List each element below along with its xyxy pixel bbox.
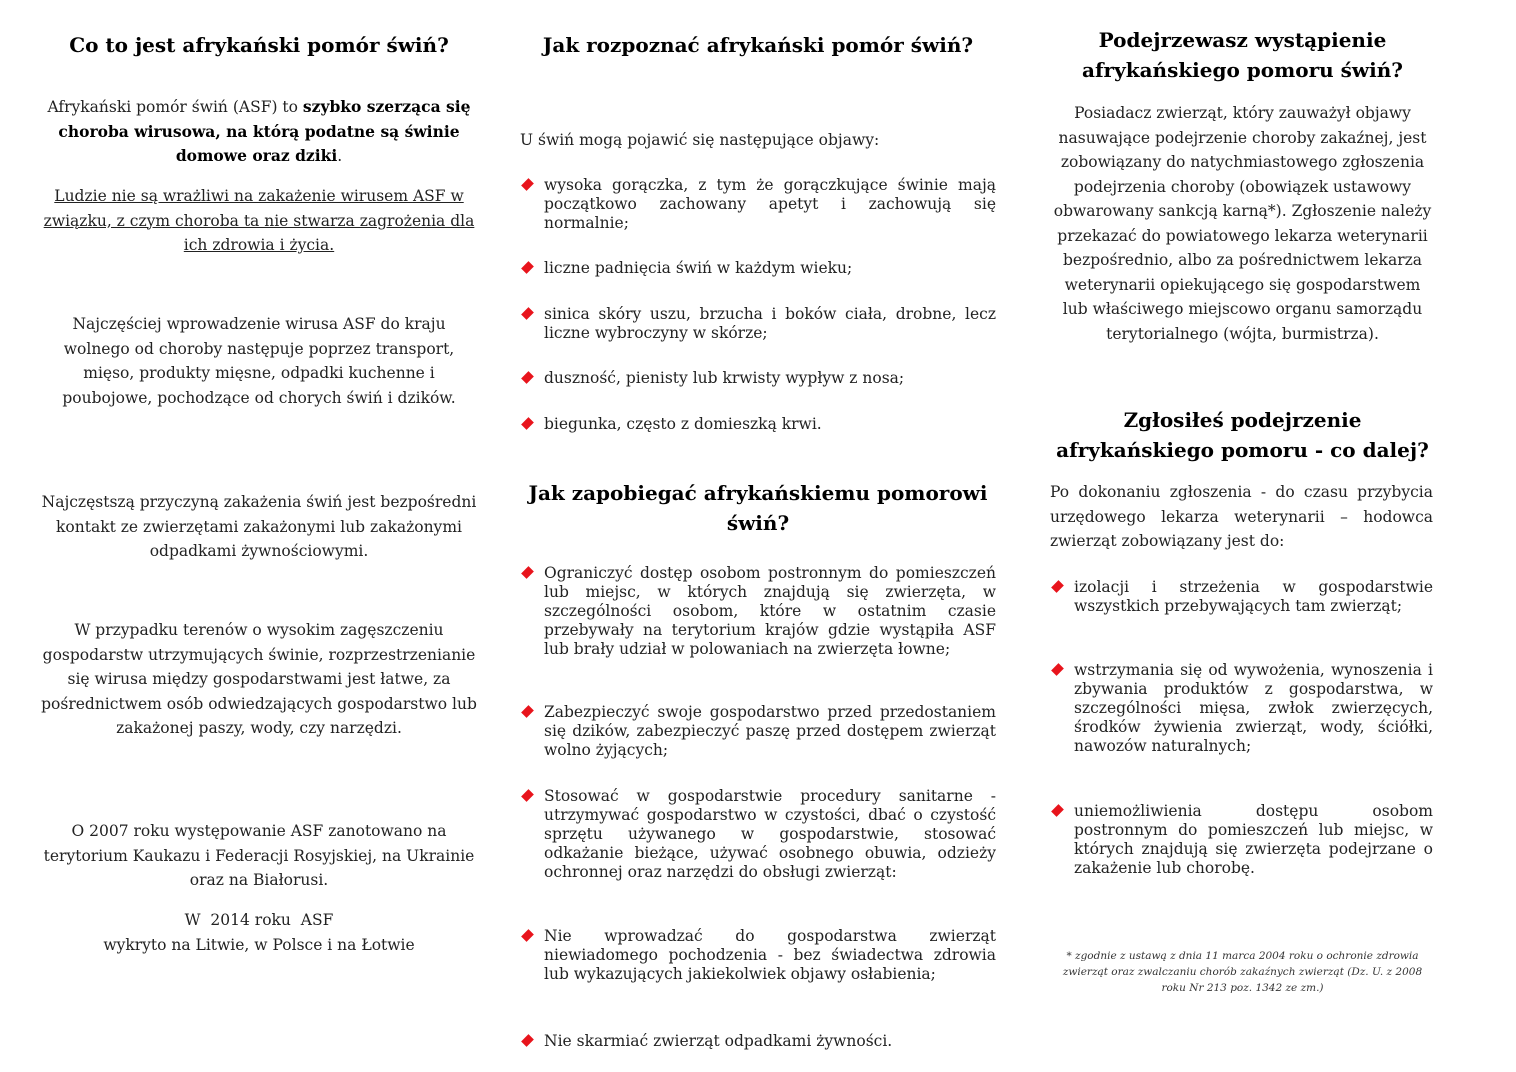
intro-end: . — [337, 147, 343, 165]
duty-item — [1050, 802, 1433, 878]
diamond-bullet-icon — [520, 789, 536, 805]
prevention-item — [520, 564, 996, 659]
diamond-bullet-icon — [520, 261, 536, 277]
intro-bold-text: szybko szerząca się choroba wirusowa, na którą podatne są świnie domowe oraz dziki — [58, 97, 471, 165]
duty-item — [1050, 661, 1433, 756]
paragraph-cause: Najczęstszą przyczyną zakażenia świń jest bezpośredni kontakt ze zwierzętami zakażonymi lub zakażonymi odpadkami żywnościowymi. — [41, 493, 477, 560]
duty-item — [1050, 578, 1433, 616]
history-2014-line2: wykryto na Litwie, w Polsce i na Łotwie — [103, 935, 415, 954]
heading-reported-what-next: Zgłosiłeś podejrzenie afrykańskiego pomoru - co dalej? — [1056, 408, 1429, 462]
symptom-item — [520, 176, 996, 233]
heading-how-to-recognize: Jak rozpoznać afrykański pomór świń? — [542, 33, 974, 57]
reporting-obligation-paragraph: Posiadacz zwierząt, który zauważył objawy nasuwające podejrzenie choroby zakaźnej, jest zobowiązany do natychmiastowego zgłoszenia podejrzenia choroby (obowiązek ustawowy obwarowany sankcją karną*). Zgłoszenie należy przekazać do powiatowego lekarza weterynarii bezpośrednio, albo za pośrednictwem lekarza weterynarii opiekującego się gospodarstwem lub właściwego miejscowo organu samorządu terytorialnego (wójta, burmistrza). — [1053, 104, 1432, 343]
diamond-bullet-icon — [520, 417, 536, 433]
history-2014-line1: W 2014 roku ASF — [184, 911, 334, 929]
diamond-bullet-icon — [520, 566, 536, 582]
symptom-item — [520, 259, 996, 278]
symptom-text: wysoka gorączka, z tym że gorączkujące świnie mają początkowo zachowany apetyt i zachowują się normalnie; — [544, 176, 996, 232]
heading-suspect-asf: Podejrzewasz wystąpienie afrykańskiego pomoru świń? — [1081, 28, 1403, 82]
symptom-text: duszność, pienisty lub krwisty wypływ z nosa; — [544, 369, 905, 387]
prevention-item — [520, 703, 996, 760]
prevention-text: Ograniczyć dostęp osobom postronnym do pomieszczeń lub miejsc, w których znajdują się zwierzęta, w szczególności osobom, które w ostatnim czasie przebywały na terytorium krajów gdzie wystąpiła ASF lub brały udział w polowaniach na zwierzęta łowne; — [544, 564, 996, 658]
symptom-item — [520, 415, 996, 434]
diamond-bullet-icon — [520, 1034, 536, 1050]
symptom-text: sinica skóry uszu, brzucha i boków ciała, drobne, lecz liczne wybroczyny w skórze; — [544, 305, 996, 342]
diamond-bullet-icon — [1050, 804, 1066, 820]
symptom-item — [520, 369, 996, 388]
duty-text: wstrzymania się od wywożenia, wynoszenia i zbywania produktów z gospodarstwa, w szczególności mięsa, zwłok zwierzęcych, środków żywienia zwierząt, wody, ściółki, nawozów naturalnych; — [1074, 661, 1433, 755]
symptoms-lead: U świń mogą pojawić się następujące objawy: — [520, 131, 880, 149]
symptom-item — [520, 305, 996, 343]
after-report-lead: Po dokonaniu zgłoszenia - do czasu przybycia urzędowego lekarza weterynarii – hodowca zwierząt zobowiązany jest do: — [1050, 483, 1433, 550]
prevention-text: Nie wprowadzać do gospodarstwa zwierząt niewiadomego pochodzenia - bez świadectwa zdrowia lub wykazujących jakiekolwiek objawy osłabienia; — [544, 927, 996, 983]
legal-footnote: * zgodnie z ustawą z dnia 11 marca 2004 roku o ochronie zdrowia zwierząt oraz zwalczaniu chorób zakaźnych zwierząt (Dz. U. z 2008 roku Nr 213 poz. 1342 ze zm.) — [1062, 950, 1423, 994]
diamond-bullet-icon — [1050, 580, 1066, 596]
diamond-bullet-icon — [520, 371, 536, 387]
prevention-text: Nie skarmiać zwierząt odpadkami żywności. — [544, 1032, 893, 1050]
prevention-item — [520, 927, 996, 984]
duty-text: izolacji i strzeżenia w gospodarstwie wszystkich przebywających tam zwierząt; — [1074, 578, 1433, 615]
intro-paragraph — [38, 95, 480, 169]
prevention-text: Stosować w gospodarstwie procedury sanitarne - utrzymywać gospodarstwo w czystości, dbać o czystość sprzętu używanego w gospodarstwie, stosować odkażanie bieżące, używać osobnego obuwia, odzieży ochronnej oraz narzędzi do obsługi zwierząt: — [544, 787, 996, 881]
diamond-bullet-icon — [1050, 663, 1066, 679]
heading-what-is-asf: Co to jest afrykański pomór świń? — [69, 33, 449, 57]
diamond-bullet-icon — [520, 705, 536, 721]
paragraph-history-2014 — [38, 908, 480, 957]
diamond-bullet-icon — [520, 307, 536, 323]
duty-text: uniemożliwienia dostępu osobom postronnym do pomieszczeń lub miejsc, w których znajdują się zwierzęta podejrzane o zakażenie lub chorobę. — [1074, 802, 1433, 877]
heading-how-to-prevent: Jak zapobiegać afrykańskiemu pomorowi świń? — [528, 481, 988, 535]
diamond-bullet-icon — [520, 929, 536, 945]
prevention-item — [520, 1032, 996, 1051]
paragraph-density: W przypadku terenów o wysokim zagęszczeniu gospodarstw utrzymujących świnie, rozprzestrzenianie się wirusa między gospodarstwami jest łatwe, za pośrednictwem osób odwiedzających gospodarstwo lub zakażonej paszy, wody, czy narzędzi. — [41, 621, 477, 737]
paragraph-transmission: Najczęściej wprowadzenie wirusa ASF do kraju wolnego od choroby następuje poprzez transport, mięso, produkty mięsne, odpadki kuchenne i poubojowe, pochodzące od chorych świń i dzików. — [62, 315, 456, 407]
diamond-bullet-icon — [520, 178, 536, 194]
paragraph-history-2007: O 2007 roku występowanie ASF zanotowano na terytorium Kaukazu i Federacji Rosyjskiej, na Ukrainie oraz na Białorusi. — [43, 822, 475, 889]
prevention-item — [520, 787, 996, 882]
symptom-text: biegunka, często z domieszką krwi. — [544, 415, 822, 433]
symptom-text: liczne padnięcia świń w każdym wieku; — [544, 259, 853, 277]
intro-text: Afrykański pomór świń (ASF) to — [47, 98, 303, 116]
prevention-text: Zabezpieczyć swoje gospodarstwo przed przedostaniem się dzików, zabezpieczyć paszę przed dostępem zwierząt wolno żyjących; — [544, 703, 996, 759]
human-safety-note: Ludzie nie są wrażliwi na zakażenie wirusem ASF w związku, z czym choroba ta nie stwarza zagrożenia dla ich zdrowia i życia. — [43, 187, 475, 254]
